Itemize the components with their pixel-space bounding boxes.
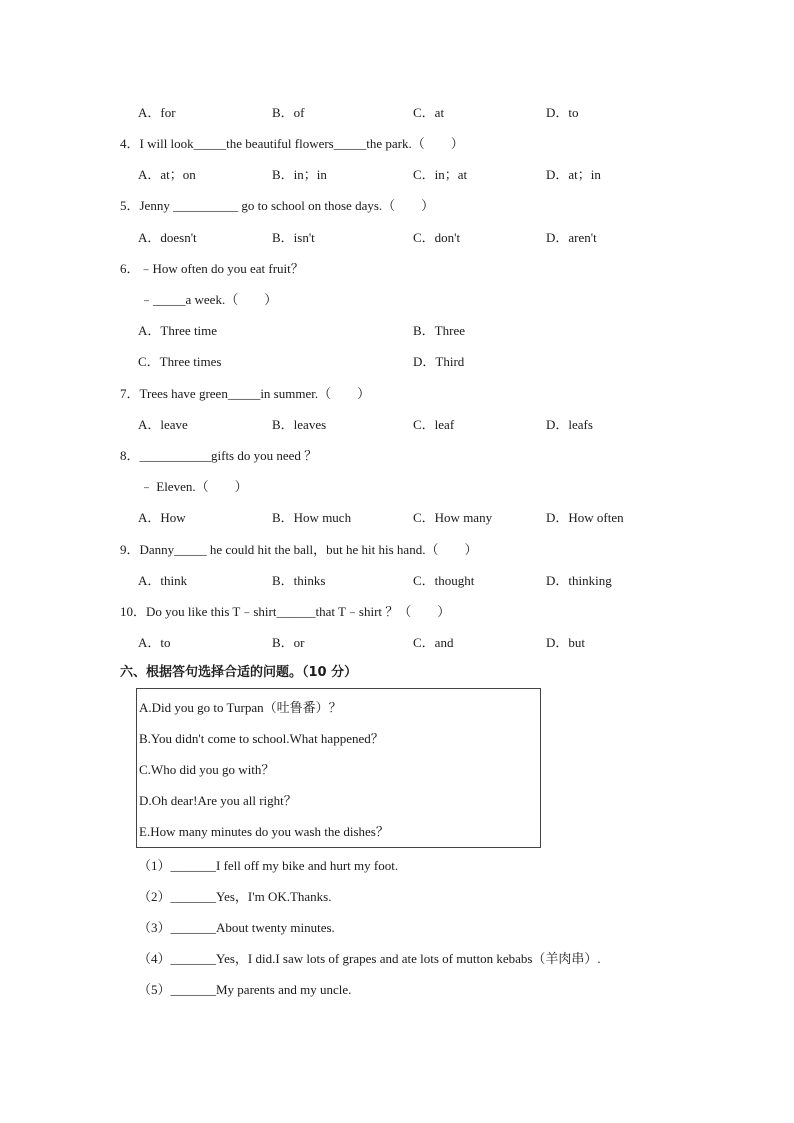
answer-5: （5）_______My parents and my uncle. (138, 982, 352, 997)
q4-option-c: C．in；at (413, 167, 468, 182)
q3-option-c: C．at (413, 105, 445, 120)
q5-option-b: B．isn't (272, 230, 315, 245)
q6-option-d: D．Third (413, 354, 465, 369)
section-6-heading: 六、根据答句选择合适的问题。（10 分） (120, 665, 358, 680)
q6-option-b: B．Three (413, 323, 465, 338)
q4-option-a: A．at；on (138, 167, 196, 182)
q10-option-b: B．or (272, 635, 305, 650)
answer-3: （3）_______About twenty minutes. (138, 920, 335, 935)
q3-option-d: D．to (546, 105, 579, 120)
q6-option-a: A．Three time (138, 323, 218, 338)
q6-stem-reply: ﹣_____a week.（ ） (140, 292, 278, 307)
q10-option-c: C．and (413, 635, 454, 650)
choice-box (136, 688, 541, 848)
choice-c: C.Who did you go with？ (139, 762, 275, 777)
answer-4: （4）_______Yes，I did.I saw lots of grapes and ate lots of mutton kebabs（羊肉串）. (138, 951, 601, 966)
answer-1: （1）_______I fell off my bike and hurt my foot. (138, 858, 399, 873)
choice-a: A.Did you go to Turpan（吐鲁番）？ (139, 700, 342, 715)
q10-stem: 10．Do you like this T﹣shirt______that T﹣shirt ？（ ） (120, 604, 451, 619)
q5-option-a: A．doesn't (138, 230, 197, 245)
choice-b: B.You didn't come to school.What happened？ (139, 731, 384, 746)
answer-2: （2）_______Yes，I'm OK.Thanks. (138, 889, 332, 904)
q10-option-d: D．but (546, 635, 586, 650)
q7-option-c: C．leaf (413, 417, 455, 432)
q9-option-c: C．thought (413, 573, 475, 588)
q9-stem: 9．Danny_____ he could hit the ball，but he hit his hand.（ ） (120, 542, 478, 557)
q7-option-d: D．leafs (546, 417, 593, 432)
q3-option-a: A．for (138, 105, 176, 120)
q8-option-a: A．How (138, 510, 186, 525)
choice-e: E.How many minutes do you wash the dishes？ (139, 824, 389, 839)
q8-option-b: B．How much (272, 510, 352, 525)
q10-option-a: A．to (138, 635, 171, 650)
q9-option-a: A．think (138, 573, 188, 588)
q7-option-a: A．leave (138, 417, 188, 432)
q4-option-d: D．at；in (546, 167, 601, 182)
q8-stem-reply: ﹣ Eleven.（ ） (140, 479, 248, 494)
q5-stem: 5．Jenny __________ go to school on those days.（ ） (120, 198, 435, 213)
q7-option-b: B．leaves (272, 417, 327, 432)
q8-stem: 8．___________gifts do you need ？ (120, 448, 318, 463)
q6-stem: 6．﹣How often do you eat fruit？ (120, 261, 304, 276)
q5-option-d: D．aren't (546, 230, 597, 245)
q9-option-d: D．thinking (546, 573, 612, 588)
q9-option-b: B．thinks (272, 573, 326, 588)
q8-option-c: C．How many (413, 510, 493, 525)
q4-option-b: B．in；in (272, 167, 327, 182)
choice-d: D.Oh dear!Are you all right？ (139, 793, 297, 808)
q4-stem: 4．I will look_____the beautiful flowers_____the park.（ ） (120, 136, 464, 151)
q7-stem: 7．Trees have green_____in summer.（ ） (120, 386, 371, 401)
q5-option-c: C．don't (413, 230, 461, 245)
q3-option-b: B．of (272, 105, 305, 120)
q6-option-c: C．Three times (138, 354, 222, 369)
q8-option-d: D．How often (546, 510, 624, 525)
